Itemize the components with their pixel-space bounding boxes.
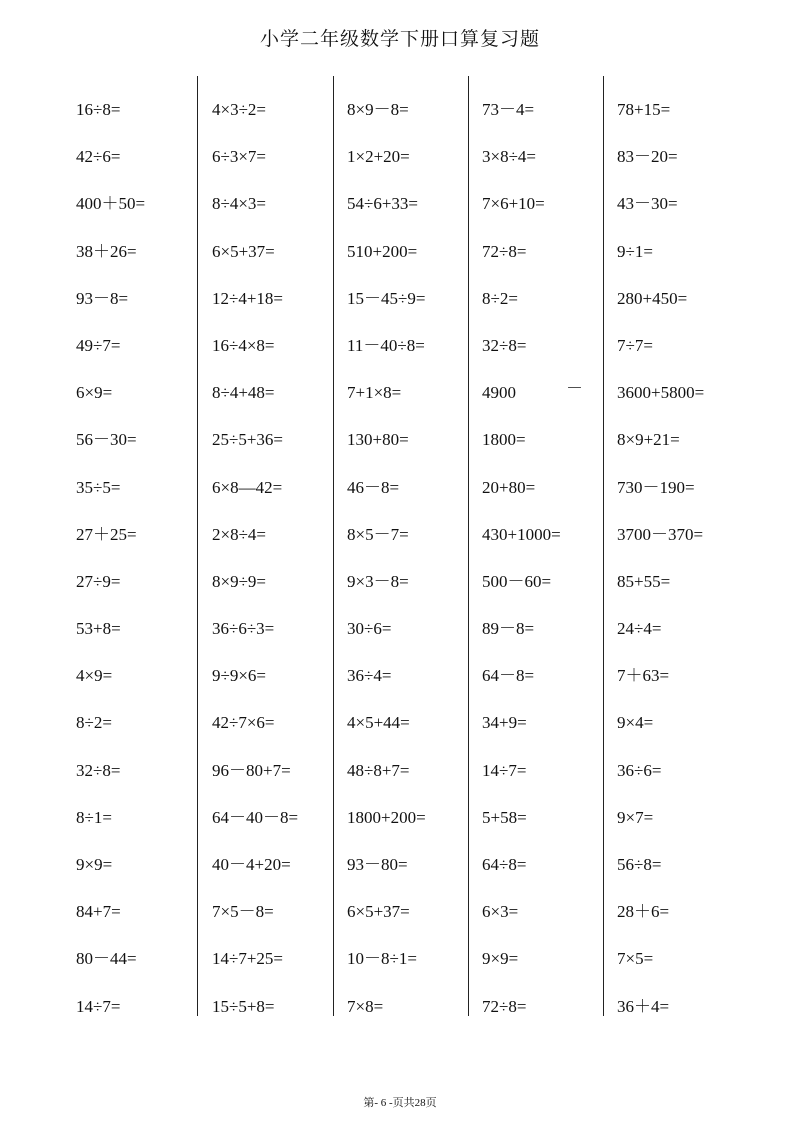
arithmetic-problem: 20+80= — [482, 477, 536, 497]
arithmetic-problem: 36÷6= — [617, 760, 662, 780]
arithmetic-problem: 89－8= — [482, 619, 535, 639]
arithmetic-problem: 4900 — [482, 383, 516, 403]
arithmetic-problem: 4×5+44= — [347, 713, 410, 733]
arithmetic-problem: 7÷7= — [617, 335, 653, 355]
arithmetic-problem: 7×8= — [347, 996, 384, 1016]
arithmetic-problem: 2×8÷4= — [212, 524, 267, 544]
arithmetic-problem: 1×2+20= — [347, 147, 410, 167]
arithmetic-problem: 7×5= — [617, 949, 654, 969]
arithmetic-problem: 84+7= — [76, 902, 121, 922]
arithmetic-problem: 72÷8= — [482, 996, 527, 1016]
arithmetic-problem: 53+8= — [76, 619, 121, 639]
problem-column-5 — [617, 86, 704, 1030]
arithmetic-problem: 93－80= — [347, 855, 408, 874]
arithmetic-problem: 130+80= — [347, 430, 409, 450]
arithmetic-problem: 36÷6÷3= — [212, 619, 275, 639]
problem-column-2 — [212, 86, 298, 1030]
arithmetic-problem: 8÷4+48= — [212, 383, 275, 403]
arithmetic-problem: 3700－370= — [617, 524, 704, 544]
arithmetic-problem: 430+1000= — [482, 524, 561, 544]
problem-column-1 — [76, 86, 145, 1030]
arithmetic-problem: 93－8= — [76, 288, 129, 308]
arithmetic-problem: 64－8= — [482, 666, 535, 686]
arithmetic-problem: 38＋26= — [76, 241, 137, 261]
arithmetic-problem: 8×9－8= — [347, 100, 409, 119]
arithmetic-problem: 14÷7= — [76, 996, 121, 1016]
arithmetic-problem: 6×5+37= — [347, 902, 410, 922]
arithmetic-problem: 730－190= — [617, 477, 695, 497]
arithmetic-problem: 12÷4+18= — [212, 288, 284, 308]
arithmetic-problem: 500－60= — [482, 571, 552, 591]
arithmetic-problem: 9×4= — [617, 713, 654, 733]
arithmetic-problem: 6×5+37= — [212, 241, 275, 261]
arithmetic-problem: 5+58= — [482, 807, 527, 827]
arithmetic-problem: 40－4+20= — [212, 855, 291, 874]
arithmetic-problem: 85+55= — [617, 571, 671, 591]
arithmetic-problem: 54÷6+33= — [347, 194, 419, 214]
arithmetic-problem: 1800= — [482, 430, 526, 450]
arithmetic-problem: 49÷7= — [76, 335, 121, 355]
arithmetic-problem: 27÷9= — [76, 571, 121, 591]
arithmetic-problem: 7+1×8= — [347, 383, 402, 403]
arithmetic-problem: 35÷5= — [76, 477, 121, 497]
arithmetic-problem: 8÷4×3= — [212, 194, 267, 214]
arithmetic-problem: 56－30= — [76, 430, 137, 450]
arithmetic-problem: 83－20= — [617, 147, 678, 167]
arithmetic-problem: 15－45÷9= — [347, 288, 426, 308]
arithmetic-problem: 42÷7×6= — [212, 713, 275, 733]
arithmetic-problem: 6×8—42= — [212, 477, 283, 497]
arithmetic-problem: 80－44= — [76, 949, 137, 969]
arithmetic-problem: 8×9+21= — [617, 430, 680, 450]
arithmetic-problem: 15÷5+8= — [212, 996, 275, 1016]
arithmetic-problem: 16÷8= — [76, 100, 121, 119]
arithmetic-problem: 9×9= — [76, 855, 113, 874]
arithmetic-problem: 11－40÷8= — [347, 335, 425, 355]
arithmetic-problem: 3600+5800= — [617, 383, 705, 403]
arithmetic-problem: 4×9= — [76, 666, 113, 686]
arithmetic-problem: 7×5－8= — [212, 902, 274, 922]
problem-column-4 — [482, 86, 561, 1030]
arithmetic-problem: 73－4= — [482, 100, 535, 119]
arithmetic-problem: 25÷5+36= — [212, 430, 284, 450]
arithmetic-problem: 9÷9×6= — [212, 666, 267, 686]
arithmetic-problem: 78+15= — [617, 100, 671, 119]
arithmetic-problem: 48÷8+7= — [347, 760, 410, 780]
arithmetic-problem: 7×6+10= — [482, 194, 545, 214]
arithmetic-problem: 8÷1= — [76, 807, 112, 827]
arithmetic-problem: 16÷4×8= — [212, 335, 275, 355]
arithmetic-problem: 1800+200= — [347, 807, 426, 827]
arithmetic-problem: 56÷8= — [617, 855, 662, 874]
arithmetic-problem: 14÷7+25= — [212, 949, 284, 969]
arithmetic-problem: 32÷8= — [482, 335, 527, 355]
arithmetic-problem: 30÷6= — [347, 619, 392, 639]
arithmetic-problem: 96－80+7= — [212, 760, 291, 780]
page-title: 小学二年级数学下册口算复习题 — [259, 29, 540, 50]
arithmetic-problem: 9×7= — [617, 807, 654, 827]
problem-column-3 — [347, 86, 426, 1030]
arithmetic-problem: 9×3－8= — [347, 571, 409, 591]
arithmetic-problem: 6×3= — [482, 902, 519, 922]
arithmetic-problem: 9×9= — [482, 949, 519, 969]
arithmetic-problem: 42÷6= — [76, 147, 121, 167]
page-footer: 第- 6 -页共28页 — [363, 1097, 437, 1109]
arithmetic-problem: 64－40－8= — [212, 807, 299, 827]
arithmetic-problem: 4×3÷2= — [212, 100, 267, 119]
arithmetic-problem: 34+9= — [482, 713, 527, 733]
arithmetic-problem: 6×9= — [76, 383, 113, 403]
arithmetic-problem: 64÷8= — [482, 855, 527, 874]
arithmetic-problem: 400＋50= — [76, 194, 146, 214]
arithmetic-problem: 6÷3×7= — [212, 147, 267, 167]
arithmetic-problem: 27＋25= — [76, 524, 137, 544]
problem-grid — [0, 86, 800, 1026]
arithmetic-problem: 36÷4= — [347, 666, 392, 686]
arithmetic-problem: 8÷2= — [482, 288, 518, 308]
arithmetic-problem: 8×9÷9= — [212, 571, 267, 591]
arithmetic-problem: 46－8= — [347, 477, 400, 497]
arithmetic-problem: 3×8÷4= — [482, 147, 537, 167]
arithmetic-problem: 72÷8= — [482, 241, 527, 261]
arithmetic-problem: 7＋63= — [617, 666, 670, 686]
arithmetic-problem: 28＋6= — [617, 902, 670, 922]
arithmetic-problem: 32÷8= — [76, 760, 121, 780]
arithmetic-problem: 43－30= — [617, 194, 678, 214]
arithmetic-problem: 9÷1= — [617, 241, 653, 261]
arithmetic-problem: 8×5－7= — [347, 524, 409, 544]
arithmetic-problem: 36＋4= — [617, 996, 670, 1016]
arithmetic-problem: 510+200= — [347, 241, 418, 261]
arithmetic-problem: 8÷2= — [76, 713, 112, 733]
arithmetic-problem: 280+450= — [617, 288, 688, 308]
stray-minus-mark: － — [566, 379, 583, 398]
arithmetic-problem: 10－8÷1= — [347, 949, 417, 969]
arithmetic-problem: 24÷4= — [617, 619, 662, 639]
arithmetic-problem: 14÷7= — [482, 760, 527, 780]
